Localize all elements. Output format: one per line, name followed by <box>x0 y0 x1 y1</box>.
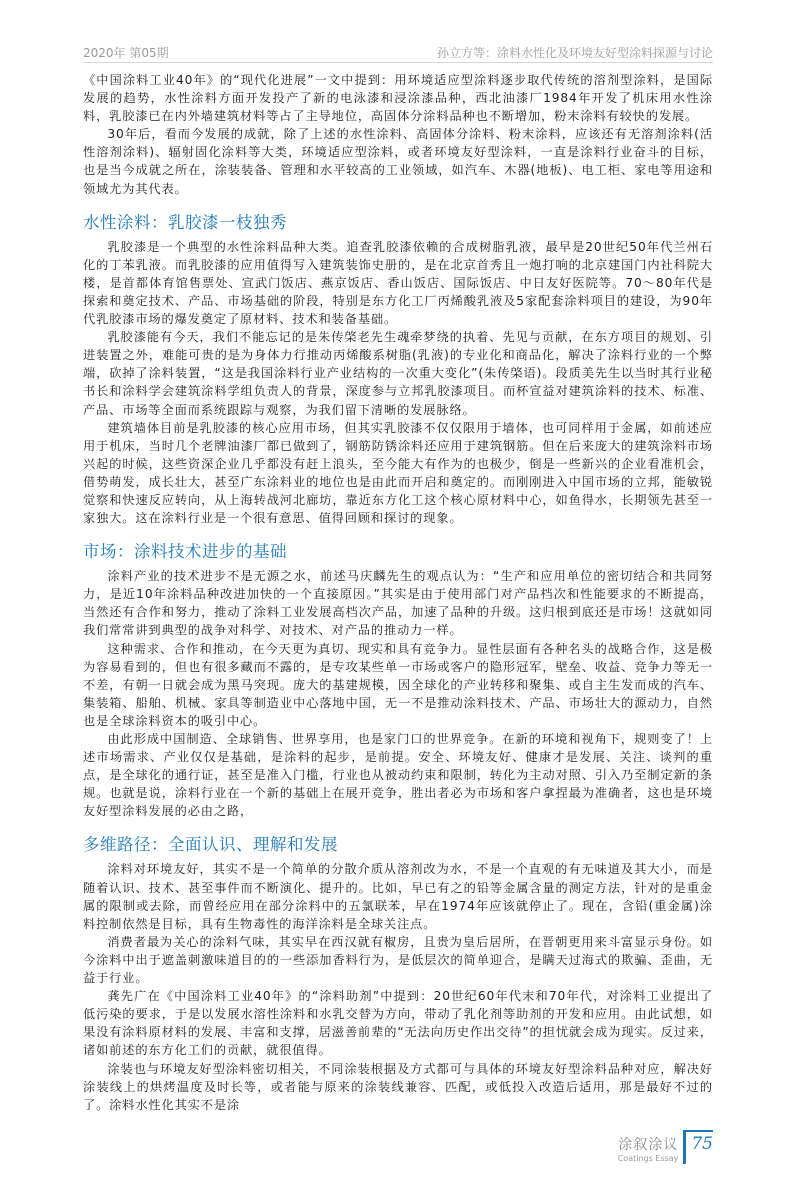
section-multidimensional <box>83 834 713 1113</box>
paragraph: 涂料产业的技术进步不是无源之水，前述马庆麟先生的观点认为：“生产和应用单位的密切结合和共同努力，是近10年涂料品种改进加快的一个直接原因。”其实是由于使用部门对产品档次和性能要求的不断提高，当然还有合作和努力，推动了涂料工业发展高档次产品，加速了品种的升级。这归根到底还是市场！这就如同我们常常讲到典型的战争对科学、对技术、对产品的推动力一样。 <box>83 569 713 638</box>
article-title: 孙立方等：涂料水性化及环境友好型涂料探源与讨论 <box>436 46 713 60</box>
page-number: 75 <box>683 1130 713 1164</box>
column-name-english: Coatings Essay <box>617 1153 679 1163</box>
paragraph: 涂装也与环境友好型涂料密切相关，不同涂装根据及方式都可与具体的环境友好型涂料品种对应，解决好涂装线上的烘烤温度及时长等，或者能与原来的涂装线兼容、匹配，或低投入改造后适用，那是最好不过的了。涂料水性化其实不是涂 <box>83 1061 713 1112</box>
page-footer <box>618 1114 713 1174</box>
paragraph: 涂料对环境友好，其实不是一个简单的分散介质从溶剂改为水，不是一个直观的有无味道及其大小，而是随着认识、技术、甚至事件而不断演化、提升的。比如，早已有之的铅等金属含量的测定方法，针对的是重金属的限制或去除，而曾经应用在部分涂料中的五氯联苯，早在1974年应该就停止了。现在，含铅(重金属)涂料控制依然是目标，具有生物毒性的海洋涂料是全球关注点。 <box>83 862 713 931</box>
column-name: 涂叙涂议 <box>618 1136 679 1153</box>
section-waterborne <box>83 212 713 528</box>
running-header <box>83 44 713 63</box>
paragraph: 龚先广在《中国涂料工业40年》的“涂料助剂”中提到：20世纪60年代末和70年代，对涂料工业提出了低污染的要求，于是以发展水溶性涂料和水乳交替为方向，带动了乳化剂等助剂的开发和应用。由此试想，如果没有涂料原材料的发展、丰富和支撑，居滋善前辈的“无法向历史作出交待”的担忧就会成为现实。反过来，诸如前述的东方化工们的贡献，就很值得。 <box>83 989 713 1058</box>
paragraph: 30年后，看而今发展的成就，除了上述的水性涂料、高固体分涂料、粉末涂料，应该还有无溶剂涂料(活性溶剂涂料)、辐射固化涂料等大类，环境适应型涂料，或者环境友好型涂料，一直是涂料行业奋斗的目标，也是当今成就之所在，涂装装备、管理和水平较高的工业领域，如汽车、木器(地板)、电工柜、家电等用途和领域尤为其代表。 <box>83 127 713 196</box>
paragraph: 由此形成中国制造、全球销售、世界享用，也是家门口的世界竞争。在新的环境和视角下，规则变了！上述市场需求、产业仅仅是基础，是涂料的起步，是前提。安全、环境友好、健康才是发展、关注、谈判的重点，是全球化的通行证，甚至是准入门槛，行业也从被动约束和限制，转化为主动对照、引入乃至制定新的条规。也就是说，涂料行业在一个新的基础上在展开竞争，胜出者必为市场和客户拿捏最为准确者，这也是环境友好型涂料发展的必由之路， <box>83 732 713 819</box>
issue-label: 2020年 第05期 <box>83 46 169 60</box>
paragraph: 消费者最为关心的涂料气味，其实早在西汉就有椒房，且贵为皇后居所，在晋朝更用来斗富显示身份。如今涂料中出于遮盖刺激味道目的的一些添加香料行为，是低层次的简单迎合，是瞒天过海式的欺骗、歪曲，无益于行业。 <box>83 934 713 986</box>
paragraph: 建筑墙体目前是乳胶漆的核心应用市场，但其实乳胶漆不仅仅限用于墙体，也可同样用于金属，如前述应用于机床，当时几个老牌油漆厂都已做到了，钢筋防锈涂料还应用于建筑钢筋。但在后来庞大的建筑涂料市场兴起的时候，这些资深企业几乎都没有赶上浪头，至今能大有作为的也极少，倒是一些新兴的企业看准机会，借势萌发，成长壮大，甚至广东涂料业的地位也是由此而开启和奠定的。而刚刚进入中国市场的立邦，能敏锐觉察和快速反应转向，从上海转战河北廊坊，靠近东方化工这个核心原材料中心，如鱼得水，长期领先甚至一家独大。这在涂料行业是一个很有意思、值得回顾和探讨的现象。 <box>83 420 713 526</box>
paragraph: 这种需求、合作和推动，在今天更为真切、现实和具有竞争力。显性层面有各种名头的战略合作，这是极为容易看到的，但也有很多藏而不露的，是专攻某些单一市场或客户的隐形冠军，壁垒、收益、竞争力等无一不差，有朝一日就会成为黑马突现。庞大的基建规模，因全球化的产业转移和聚集、或自主生发而成的汽车、集装箱、船舶、机械、家具等制造业中心落地中国，无一不是推动涂料技术、产品、市场壮大的源动力，自然也是全球涂料资本的吸引中心。 <box>83 641 713 728</box>
paragraph: 乳胶漆是一个典型的水性涂料品种大类。追查乳胶漆依赖的合成树脂乳液，最早是20世纪50年代兰州石化的丁苯乳液。而乳胶漆的应用值得写入建筑装饰史册的，是在北京首秀且一炮打响的北京建国门内社科院大楼，是首都体育馆售票处、宣武门饭店、燕京饭店、香山饭店、国际饭店、中日友好医院等。70～80年代是探索和奠定技术、产品、市场基础的阶段，特别是东方化工厂丙烯酸乳液及5家配套涂料项目的建设，为90年代乳胶漆市场的爆发奠定了原材料、技术和装备基础。 <box>83 239 713 327</box>
section-heading: 多维路径：全面认识、理解和发展 <box>83 835 338 855</box>
paragraph: 《中国涂料工业40年》的“现代化进展”一文中提到：用环境适应型涂料逐步取代传统的溶剂型涂料，是国际发展的趋势，水性涂料方面开发投产了新的电泳漆和浸涂漆品种，西北油漆厂1984年开发了机床用水性涂料，乳胶漆已在内外墙建筑材料等占了主导地位，高固体分涂料品种也不断增加，粉末涂料有较快的发展。 <box>83 73 713 124</box>
section-heading: 市场：涂料技术进步的基础 <box>83 542 287 562</box>
article-body <box>83 71 713 1114</box>
section-heading: 水性涂料：乳胶漆一枝独秀 <box>83 212 287 232</box>
paragraph: 乳胶漆能有今天，我们不能忘记的是朱传棨老先生魂牵梦绕的执着、先见与贡献，在东方项目的规划、引进装置之外，难能可贵的是为身体力行推动丙烯酸系树脂(乳液)的专业化和商品化，解决了涂料行业的一个弊端，砍掉了涂料装置，“这是我国涂料行业产业结构的一次重大变化”(朱传棨语)。段质美先生以当时其行业秘书长和涂料学会建筑涂料学组负责人的背景，深度参与立邦乳胶漆项目。而杯宣益对建筑涂料的技术、标准、产品、市场等全面而系统跟踪与观察，为我们留下清晰的发展脉络。 <box>83 330 713 417</box>
intro-block <box>83 71 713 198</box>
section-market <box>83 541 713 820</box>
